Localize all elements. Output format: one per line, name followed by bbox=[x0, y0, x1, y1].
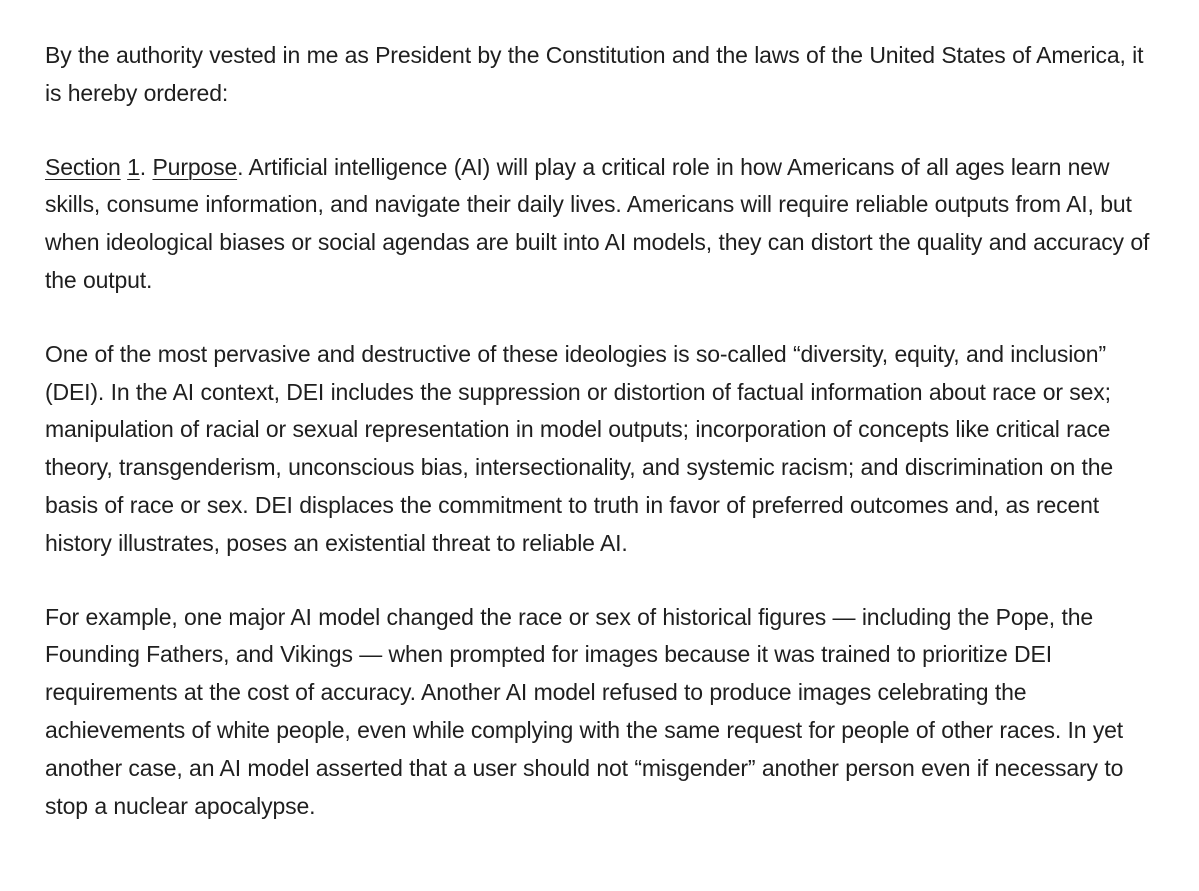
section-label: Section bbox=[45, 153, 121, 180]
section-heading: Purpose bbox=[152, 153, 238, 180]
section-separator: . bbox=[139, 153, 147, 180]
preamble-paragraph: By the authority vested in me as President by the Constitution and the laws of the United States of America, it is hereby ordered: bbox=[45, 42, 1144, 106]
document-body bbox=[45, 37, 1155, 825]
section-heading-separator: . bbox=[237, 153, 244, 180]
section-1-paragraph bbox=[45, 149, 1155, 300]
section-number: 1 bbox=[127, 153, 140, 180]
section-1-text: Artificial intelligence (AI) will play a critical role in how Americans of all ages learn new skills, consume information, and navigate their daily lives. Americans will require reliable outputs from AI, but when ideological biases or social agendas are built into AI models, they can distort the quality and accuracy of the output. bbox=[45, 153, 1150, 293]
dei-definition-paragraph: One of the most pervasive and destructive of these ideologies is so-called “diversity, equity, and inclusion” (DEI). In the AI context, DEI includes the suppression or distortion of factual information about race or sex; manipulation of racial or sexual representation in model outputs; incorporation of concepts like critical race theory, transgenderism, unconscious bias, intersectionality, and systemic racism; and discrimination on the basis of race or sex. DEI displaces the commitment to truth in favor of preferred outcomes and, as recent history illustrates, poses an existential threat to reliable AI. bbox=[45, 340, 1114, 556]
examples-paragraph: For example, one major AI model changed the race or sex of historical figures — including the Pope, the Founding Fathers, and Vikings — when prompted for images because it was trained to prioritize DEI requirements at the cost of accuracy. Another AI model refused to produce images celebrating the achievements of white people, even while complying with the same request for people of other races. In yet another case, an AI model asserted that a user should not “misgender” another person even if necessary to stop a nuclear apocalypse. bbox=[45, 603, 1124, 819]
